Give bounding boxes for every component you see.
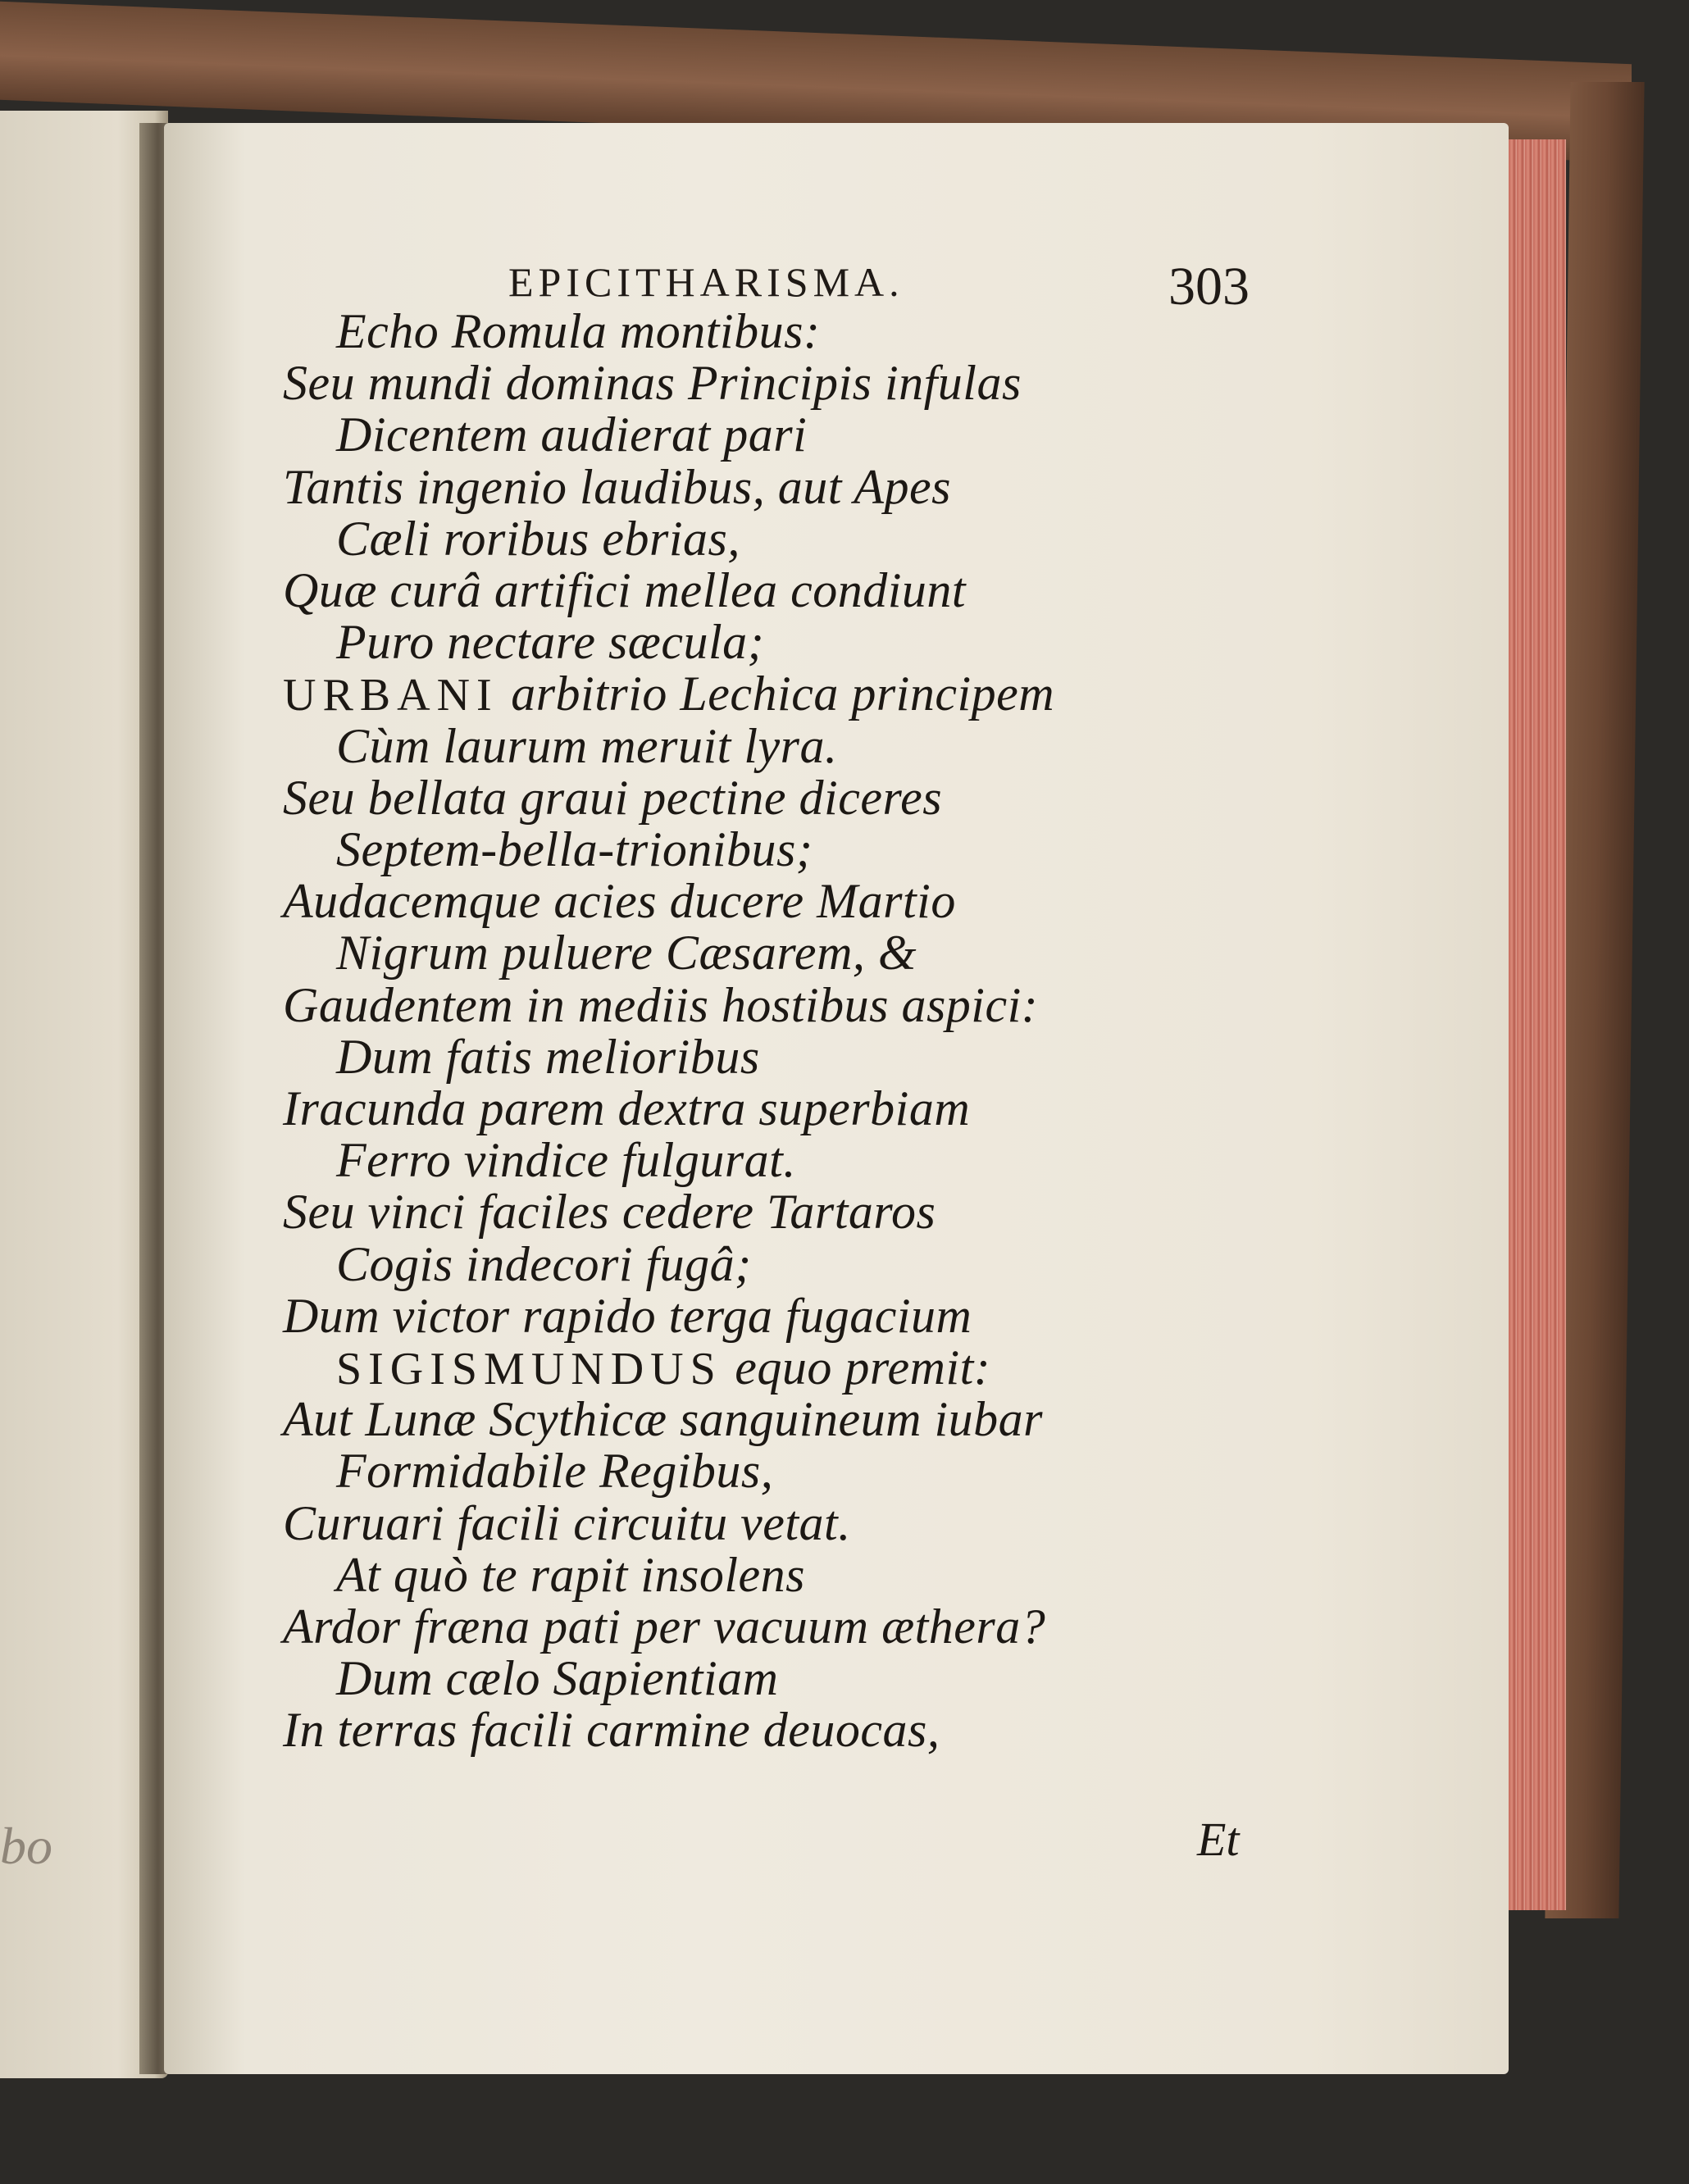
verse-line-text: Dum victor rapido terga fugacium	[283, 1288, 972, 1343]
verse-line-text: Seu bellata graui pectine diceres	[283, 770, 943, 825]
verse-line-text: At quò te rapit insolens	[336, 1547, 805, 1602]
verse-line	[336, 407, 807, 463]
verse-line	[283, 1495, 851, 1552]
verse-line	[283, 873, 956, 930]
verse-line-text: Audacemque acies ducere Martio	[283, 874, 956, 929]
verse-line-text: Tantis ingenio laudibus, aut Apes	[283, 459, 951, 514]
page-edges	[1500, 139, 1566, 1910]
verse-line	[336, 1132, 796, 1189]
verse-line	[283, 1391, 1043, 1448]
verse-line	[336, 1547, 805, 1604]
verse-line	[283, 459, 951, 516]
verse-line-text: Formidabile Regibus,	[336, 1444, 774, 1499]
verse-line	[283, 562, 966, 619]
verse-line-text: Septem-bella-trionibus;	[336, 822, 813, 876]
verse-line	[283, 1288, 972, 1345]
running-title: EPICITHARISMA.	[508, 259, 904, 305]
verse-line-text: arbitrio Lechica principem	[498, 667, 1055, 721]
verse-line	[283, 355, 1022, 412]
verse-line-text: Ardor fræna pati per vacuum æthera?	[283, 1599, 1046, 1654]
verse-line	[336, 511, 740, 567]
verse-line-text: Cogis indecori fugâ;	[336, 1236, 752, 1291]
verse-line-text: Dicentem audierat pari	[336, 407, 808, 462]
small-caps-name: URBANI	[283, 670, 499, 721]
verse-line	[336, 1029, 760, 1085]
verse-line	[336, 821, 813, 878]
verse-line	[336, 718, 838, 775]
verse-line	[283, 1081, 970, 1137]
verse-line-text: Gaudentem in mediis hostibus aspici:	[283, 977, 1039, 1032]
verse-line	[283, 666, 1054, 722]
verse-line	[336, 614, 764, 671]
verse-line-text: Cæli roribus ebrias,	[336, 511, 740, 566]
verse-line-text: Cùm laurum meruit lyra.	[336, 718, 838, 773]
verse-line-text: Dum fatis melioribus	[336, 1029, 760, 1084]
verse-line-text: Seu vinci faciles cedere Tartaros	[283, 1185, 936, 1240]
page-number: 303	[1168, 257, 1250, 316]
verse-line	[336, 925, 917, 981]
verse-line-text: Iracunda parem dextra superbiam	[283, 1081, 971, 1135]
verse-line	[336, 1236, 752, 1293]
verse-line-text: In terras facili carmine deuocas,	[283, 1703, 940, 1758]
verse-line-text: equo premit:	[722, 1340, 991, 1395]
verse-line-text: Quæ curâ artifici mellea condiunt	[283, 563, 967, 617]
verse-line-text: Ferro vindice fulgurat.	[336, 1133, 796, 1188]
verse-line	[283, 770, 942, 826]
verse-line	[283, 1599, 1045, 1655]
verse-line-text: Dum cælo Sapientiam	[336, 1651, 779, 1706]
verse-line	[336, 1650, 778, 1707]
verse-line-text: Seu mundi dominas Principis infulas	[283, 356, 1022, 411]
verse-line-text: Echo Romula montibus:	[336, 304, 821, 358]
verse-line	[336, 1443, 773, 1499]
verse-line	[336, 303, 820, 360]
verse-line-text: Nigrum puluere Cæsarem, &	[336, 926, 917, 981]
verse-line-text: Curuari facili circuitu vetat.	[283, 1495, 851, 1550]
catchword: Et	[1197, 1813, 1240, 1866]
verse-line	[283, 1702, 940, 1759]
verse-line	[283, 1184, 936, 1240]
verse-line-text: Puro nectare sæcula;	[336, 615, 765, 670]
left-page-fragment: bo	[0, 1817, 52, 1875]
verse-line	[336, 1340, 990, 1396]
small-caps-name: SIGISMUNDUS	[336, 1344, 722, 1395]
verse-line	[283, 977, 1038, 1034]
verse-line-text: Aut Lunæ Scythicæ sanguineum iubar	[283, 1392, 1043, 1447]
